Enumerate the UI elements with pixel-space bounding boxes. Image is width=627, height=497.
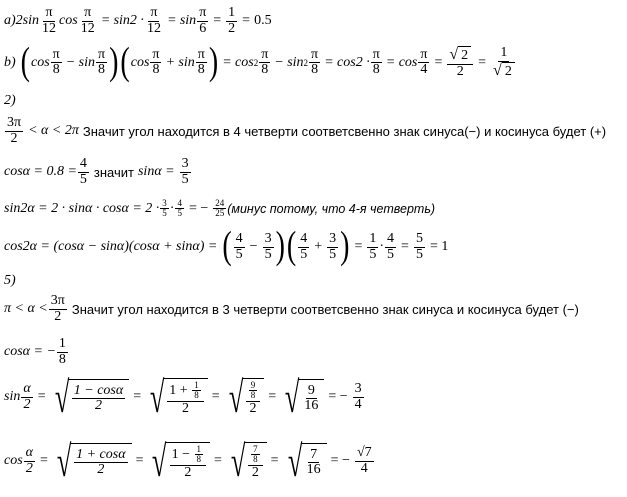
fraction-3-5: $\frac{3}{5}$ (329, 231, 337, 262)
text-sin: sin (178, 54, 195, 70)
fraction-3-5-small: $\frac{3}{5}$ (162, 198, 167, 219)
text-sin2: sin2 · (113, 13, 144, 29)
section-2-cos-line (4, 157, 192, 187)
fraction-alpha-2: $\frac{\alpha}{2}$ (23, 381, 31, 412)
equals: = (37, 389, 46, 405)
equals: = (223, 54, 232, 70)
exponent: 2 (303, 57, 309, 68)
text-znachit: значит (93, 164, 134, 180)
equals: = (401, 239, 409, 255)
fraction-3-4: $\frac{3}{4}$ (354, 381, 362, 412)
text-cos: cos (130, 54, 150, 70)
minus: − (275, 54, 284, 70)
inequality: < α < 2π (28, 123, 79, 139)
text-cos: cos (4, 453, 23, 469)
text-cos: cos (398, 54, 418, 70)
fraction-pi-12: $\frac{\pi}{12}$ (42, 5, 57, 36)
fraction-3-5: $\frac{3}{5}$ (264, 231, 272, 262)
equals: = (213, 13, 222, 29)
item-label: a) (4, 13, 16, 29)
paren-close: ) (109, 40, 119, 84)
sqrt-expression: √ $\frac{9}{16}$ (280, 379, 324, 416)
fraction-24-25: $\frac{24}{25}$ (215, 198, 225, 219)
fraction-4-5: $\frac{4}{5}$ (79, 156, 87, 187)
explanation-text: Значит угол находится в 4 четверти соответсвенно знак синуса(−) и косинуса будет (+) (82, 123, 607, 139)
fraction-4-5: $\frac{4}{5}$ (235, 231, 243, 262)
minus: − (66, 54, 75, 70)
inequality: π < α < (4, 301, 48, 317)
plus: + (166, 54, 175, 70)
sqrt-expression: √ $\frac{1 + \cos\alpha}{2}$ (52, 443, 132, 480)
text-sin: sin (4, 389, 21, 405)
fraction-pi-8: $\frac{\pi}{8}$ (311, 46, 319, 78)
fraction-alpha-2: $\frac{\alpha}{2}$ (25, 445, 34, 476)
fraction-1-2: $\frac{1}{2}$ (228, 5, 236, 36)
result-value: 0.5 (254, 13, 272, 29)
fraction-4-5: $\frac{4}{5}$ (300, 231, 308, 262)
text-cos2: cos2 · (337, 54, 370, 70)
item-label: b) (4, 54, 16, 70)
fraction-sqrt2-2: √ 2 2 (447, 46, 473, 79)
equals: = (386, 54, 395, 70)
paren-close: ) (208, 40, 219, 84)
fraction-sqrt7-4: $\frac{√7}{4}$ (356, 445, 372, 476)
sqrt-expression: √ $\frac{1 - \cos\alpha}{2}$ (50, 379, 130, 416)
text-cos: cos (235, 54, 254, 70)
equals: = (325, 54, 334, 70)
fraction-pi-4: $\frac{\pi}{4}$ (420, 46, 428, 78)
equals: = (214, 453, 222, 469)
explanation-text: Значит угол находится в 3 четверти соответсвенно знак синуса и косинуса будет (−) (71, 301, 579, 317)
equals: = (167, 13, 176, 29)
fraction-3pi-2: $\frac{3\pi}{2}$ (50, 293, 65, 324)
equals-minus: = − (188, 200, 209, 216)
fraction-pi-8: $\frac{\pi}{8}$ (372, 46, 380, 78)
equals: = (211, 389, 220, 405)
sqrt-expression: √ $\frac{\frac{9}{8}}{2}$ (224, 378, 265, 417)
fraction-pi-12: $\frac{\pi}{12}$ (146, 5, 161, 36)
sqrt-expression: √ $\frac{7}{16}$ (283, 443, 327, 480)
section-label: 2) (4, 93, 16, 108)
fraction-1-8: $\frac{1}{8}$ (58, 336, 66, 367)
section-2-label (4, 93, 16, 109)
plus: + (314, 239, 323, 255)
paren-close: ) (275, 224, 285, 269)
section-2-cos2-line (4, 224, 449, 269)
equals: = (478, 54, 487, 70)
fraction-3pi-2: $\frac{3\pi}{2}$ (7, 115, 22, 146)
sin-value: sinα = (137, 164, 175, 180)
paren-open: ( (286, 224, 297, 269)
text-cos: cos (59, 13, 78, 29)
text-sin: sin (78, 54, 95, 70)
section-5-cos-half (4, 436, 375, 487)
text-2sin: 2sin (15, 13, 40, 29)
section-5-sin-half (4, 372, 365, 423)
cos-value: cosα = 0.8 = (4, 164, 77, 180)
paren-open: ( (20, 40, 30, 84)
equals-minus: = − (330, 453, 350, 469)
equals: = (434, 54, 443, 70)
section-label: 5) (4, 273, 16, 288)
sqrt-expression: √ 1 + $\frac{1}{8}$ 2 (145, 378, 208, 417)
section-2-sin2-line (4, 199, 435, 219)
equation-a (4, 6, 272, 36)
section-5-label (4, 273, 16, 289)
fraction-pi-8: $\frac{\pi}{8}$ (261, 46, 269, 78)
fraction-4-5-small: $\frac{4}{5}$ (177, 198, 182, 219)
equals: = (354, 239, 363, 255)
exponent: 2 (253, 57, 259, 68)
fraction-1-sqrt2: 1 √ 2 (491, 46, 517, 79)
fraction-3-5: $\frac{3}{5}$ (181, 156, 189, 187)
fraction-pi-6: $\frac{\pi}{6}$ (199, 5, 207, 36)
fraction-pi-8: $\frac{\pi}{8}$ (52, 46, 60, 78)
sqrt-expression: √ $\frac{\frac{7}{8}}{2}$ (226, 442, 267, 481)
cos-value: cosα = − (4, 344, 56, 360)
note-text: (минус потому, что 4-я четверть) (227, 201, 436, 216)
dot: · (169, 200, 175, 216)
fraction-1-5: $\frac{1}{5}$ (369, 231, 377, 262)
equals: = (135, 453, 144, 469)
fraction-pi-12: $\frac{\pi}{12}$ (80, 5, 95, 36)
sin2-expression: sin2α = 2 · sinα · cosα = 2 · (4, 200, 160, 216)
equation-b (4, 40, 518, 84)
text-sin: sin (287, 54, 304, 70)
fraction-4-5: $\frac{4}{5}$ (387, 231, 395, 262)
fraction-pi-8: $\frac{\pi}{8}$ (197, 46, 205, 78)
equals: = (242, 13, 251, 29)
result-value: = 1 (429, 239, 449, 255)
text-sin: sin (179, 13, 197, 29)
sqrt-expression: √ 1 − $\frac{1}{8}$ 2 (147, 442, 210, 481)
equals: = (40, 453, 48, 469)
paren-open: ( (222, 224, 232, 269)
section-5-cos-line (4, 337, 69, 367)
fraction-pi-8: $\frac{\pi}{8}$ (152, 46, 160, 78)
paren-close: ) (340, 224, 350, 269)
paren-open: ( (120, 40, 130, 84)
cos2-expression: cos2α = (cosα − sinα)(cosα + sinα) = (4, 239, 218, 255)
equals: = (133, 389, 142, 405)
fraction-pi-8: $\frac{\pi}{8}$ (98, 46, 106, 78)
section-5-condition (4, 294, 579, 324)
equals: = (268, 389, 277, 405)
equals: = (270, 453, 279, 469)
equals-minus: = − (328, 389, 348, 405)
dot: · (379, 239, 385, 255)
fraction-5-5: $\frac{5}{5}$ (415, 231, 423, 262)
text-cos: cos (31, 54, 50, 70)
section-2-condition (4, 116, 606, 146)
equals: = (101, 13, 110, 29)
minus: − (249, 239, 258, 255)
